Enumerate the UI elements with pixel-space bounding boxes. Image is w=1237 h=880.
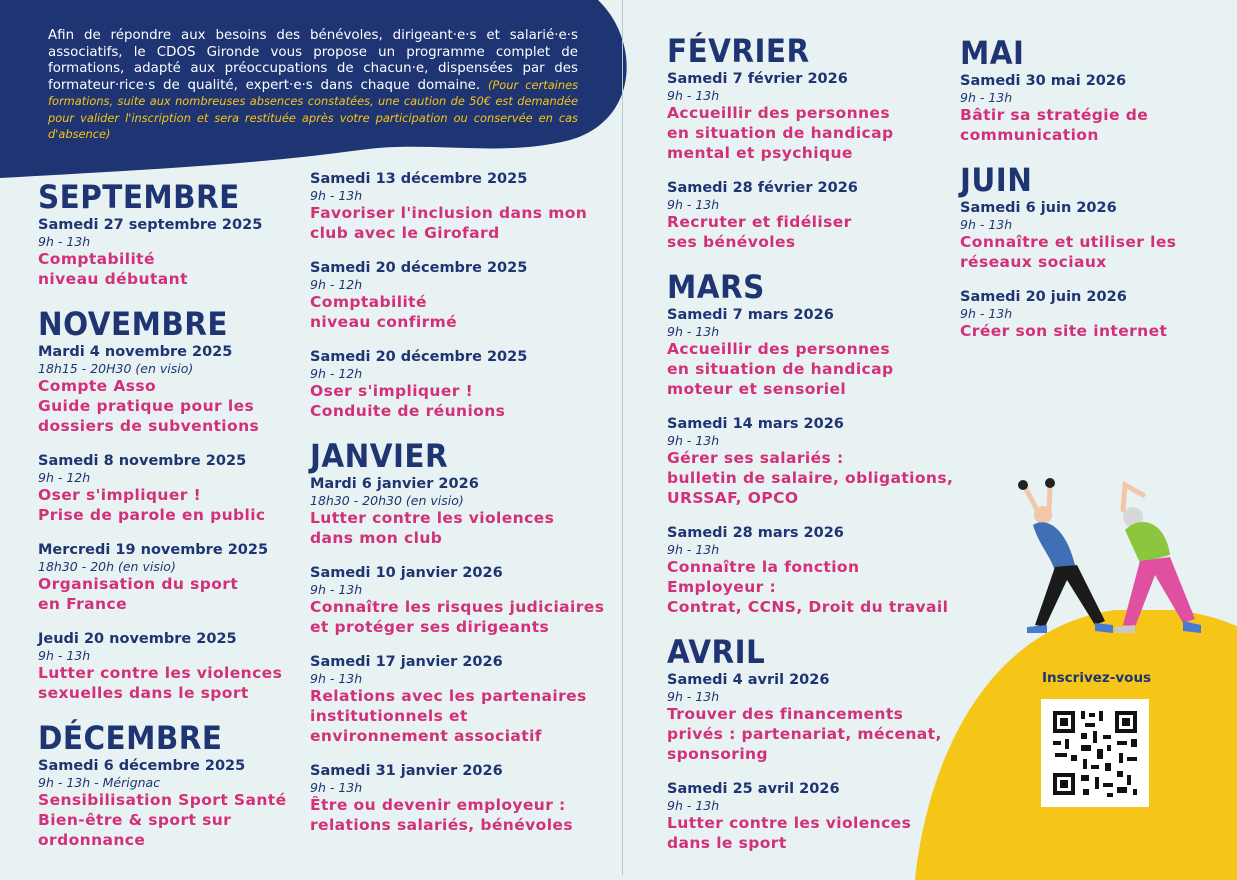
training-event <box>960 72 1230 145</box>
training-event <box>310 475 610 548</box>
event-date: Samedi 4 avril 2026 <box>667 672 830 688</box>
column-4 <box>960 34 1230 357</box>
event-title: Connaître les risques judiciaires et protéger ses dirigeants <box>310 598 605 636</box>
training-event <box>38 630 298 703</box>
event-date: Samedi 20 décembre 2025 <box>310 260 528 276</box>
month-heading-novembre: NOVEMBRE <box>38 305 228 343</box>
event-title: Accueillir des personnes en situation de handicap mental et psychique <box>667 104 894 162</box>
training-event <box>38 541 298 614</box>
event-title: Recruter et fidéliser ses bénévoles <box>667 213 852 251</box>
event-title: Accueillir des personnes en situation de handicap moteur et sensoriel <box>667 340 894 398</box>
event-title: Gérer ses salariés : bulletin de salaire, obligations, URSSAF, OPCO <box>667 449 954 507</box>
event-time: 9h - 13h <box>960 306 1013 321</box>
training-event <box>960 288 1230 341</box>
event-date: Samedi 28 mars 2026 <box>667 525 844 541</box>
training-event <box>38 343 298 436</box>
event-title: Lutter contre les violences dans le sport <box>667 814 912 852</box>
event-title: Comptabilité niveau débutant <box>38 250 188 288</box>
training-event <box>667 671 957 764</box>
qr-code-icon[interactable] <box>1041 699 1149 807</box>
event-time: 9h - 13h <box>310 582 363 597</box>
event-date: Mercredi 19 novembre 2025 <box>38 542 269 558</box>
event-time: 9h - 13h - Mérignac <box>38 775 161 790</box>
event-date: Samedi 14 mars 2026 <box>667 416 844 432</box>
intro-note: (Pour certaines formations, suite aux nombreuses absences constatées, une caution de 50€ est demandée pour valider l'inscription et sera restituée après votre participation ou conservée en cas d'absence) <box>48 77 579 141</box>
month-heading-fevrier: FÉVRIER <box>667 32 810 70</box>
month-heading-mai: MAI <box>960 34 1025 72</box>
training-event <box>38 216 298 289</box>
event-time: 9h - 13h <box>310 780 363 795</box>
training-event <box>38 757 298 850</box>
month-heading-juin: JUIN <box>960 161 1033 199</box>
event-date: Samedi 27 septembre 2025 <box>38 217 263 233</box>
event-time: 9h - 13h <box>667 433 720 448</box>
event-date: Samedi 28 février 2026 <box>667 180 858 196</box>
event-date: Jeudi 20 novembre 2025 <box>38 631 237 647</box>
event-time: 9h - 13h <box>667 798 720 813</box>
fold-line <box>622 0 623 875</box>
event-time: 9h - 13h <box>667 324 720 339</box>
event-time: 9h - 13h <box>310 188 363 203</box>
exercising-seniors-illustration <box>1005 475 1220 640</box>
event-time: 18h15 - 20H30 (en visio) <box>38 361 194 376</box>
event-title: Favoriser l'inclusion dans mon club avec le Girofard <box>310 204 588 242</box>
event-time: 9h - 13h <box>38 234 91 249</box>
event-date: Samedi 20 décembre 2025 <box>310 349 528 365</box>
event-title: Lutter contre les violences dans mon club <box>310 509 555 547</box>
event-title: Oser s'impliquer ! Prise de parole en public <box>38 486 266 524</box>
event-time: 9h - 13h <box>960 217 1013 232</box>
event-title: Créer son site internet <box>960 322 1168 340</box>
event-time: 9h - 13h <box>960 90 1013 105</box>
training-event <box>667 415 957 508</box>
event-title: Connaître et utiliser les réseaux sociaux <box>960 233 1177 271</box>
event-date: Samedi 6 juin 2026 <box>960 200 1117 216</box>
event-date: Samedi 17 janvier 2026 <box>310 654 503 670</box>
column-3 <box>667 32 957 869</box>
event-title: Être ou devenir employeur : relations salariés, bénévoles <box>310 796 573 834</box>
event-time: 9h - 12h <box>38 470 91 485</box>
event-title: Trouver des financements privés : partenariat, mécenat, sponsoring <box>667 705 942 763</box>
training-event <box>667 780 957 853</box>
event-date: Samedi 10 janvier 2026 <box>310 565 503 581</box>
month-heading-septembre: SEPTEMBRE <box>38 178 240 216</box>
training-event <box>667 306 957 399</box>
event-title: Comptabilité niveau confirmé <box>310 293 458 331</box>
event-time: 9h - 13h <box>667 542 720 557</box>
month-heading-mars: MARS <box>667 268 765 306</box>
event-time: 9h - 13h <box>38 648 91 663</box>
training-event <box>960 199 1230 272</box>
event-time: 9h - 13h <box>667 88 720 103</box>
training-event <box>38 452 298 525</box>
training-event <box>667 179 957 252</box>
event-date: Samedi 8 novembre 2025 <box>38 453 247 469</box>
month-heading-janvier: JANVIER <box>310 437 449 475</box>
event-date: Samedi 13 décembre 2025 <box>310 171 528 187</box>
event-title: Relations avec les partenaires institutionnels et environnement associatif <box>310 687 587 745</box>
event-time: 9h - 13h <box>667 689 720 704</box>
event-title: Sensibilisation Sport Santé Bien-être & sport sur ordonnance <box>38 791 287 849</box>
event-time: 9h - 12h <box>310 366 363 381</box>
training-event <box>310 564 610 637</box>
intro-body: Afin de répondre aux besoins des bénévoles, dirigeant·e·s et salarié·e·s associatifs, le CDOS Gironde vous propose un programme complet de formations, adapté aux préoccupations de chacun·e, dispensées par des formateur·rice·s de qualité, expert·e·s dans chaque domaine. <box>48 28 578 93</box>
intro-text <box>48 28 578 144</box>
training-event <box>310 259 610 332</box>
training-event <box>310 762 610 835</box>
event-date: Samedi 30 mai 2026 <box>960 73 1127 89</box>
event-title: Lutter contre les violences sexuelles dans le sport <box>38 664 283 702</box>
event-time: 18h30 - 20h (en visio) <box>38 559 176 574</box>
month-heading-avril: AVRIL <box>667 633 766 671</box>
event-date: Mardi 4 novembre 2025 <box>38 344 233 360</box>
event-time: 9h - 13h <box>310 671 363 686</box>
event-title: Connaître la fonction Employeur : Contrat, CCNS, Droit du travail <box>667 558 949 616</box>
month-heading-decembre: DÉCEMBRE <box>38 719 223 757</box>
event-title: Compte Asso Guide pratique pour les dossiers de subventions <box>38 377 260 435</box>
training-event <box>310 653 610 746</box>
event-time: 9h - 13h <box>667 197 720 212</box>
event-date: Samedi 6 décembre 2025 <box>38 758 246 774</box>
event-date: Samedi 7 février 2026 <box>667 71 848 87</box>
column-2 <box>310 170 610 851</box>
event-date: Samedi 25 avril 2026 <box>667 781 840 797</box>
training-event <box>310 170 610 243</box>
event-title: Bâtir sa stratégie de communication <box>960 106 1149 144</box>
event-time: 9h - 12h <box>310 277 363 292</box>
event-time: 18h30 - 20h30 (en visio) <box>310 493 464 508</box>
training-event <box>310 348 610 421</box>
column-1 <box>38 178 298 866</box>
event-date: Samedi 31 janvier 2026 <box>310 763 503 779</box>
event-title: Oser s'impliquer ! Conduite de réunions <box>310 382 506 420</box>
training-event <box>667 70 957 163</box>
training-event <box>667 524 957 617</box>
event-date: Samedi 7 mars 2026 <box>667 307 834 323</box>
signup-label: Inscrivez-vous <box>1042 670 1152 686</box>
event-date: Mardi 6 janvier 2026 <box>310 476 479 492</box>
event-date: Samedi 20 juin 2026 <box>960 289 1127 305</box>
event-title: Organisation du sport en France <box>38 575 239 613</box>
